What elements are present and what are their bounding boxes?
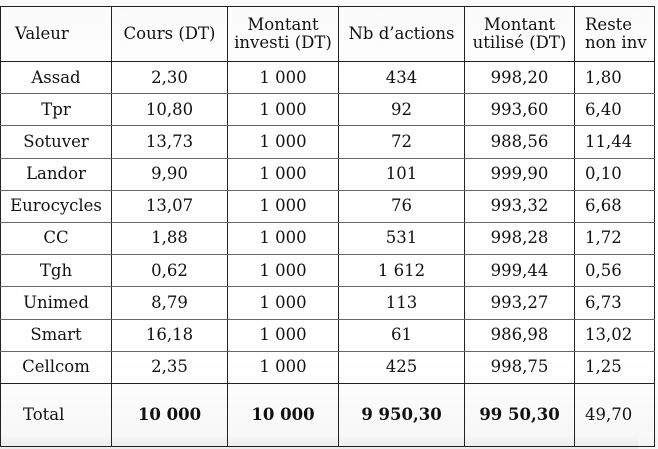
cell-montant-utilise: 998,28 bbox=[465, 222, 575, 254]
cell-montant-utilise: 993,32 bbox=[465, 190, 575, 222]
cell-nb-actions: 72 bbox=[339, 126, 465, 158]
table-row bbox=[1, 158, 655, 190]
cell-montant-utilise: 998,20 bbox=[465, 62, 575, 94]
header-montant-utilise bbox=[465, 7, 575, 62]
cell-valeur: Sotuver bbox=[1, 126, 112, 158]
header-text-line: Nb d’actions bbox=[348, 23, 455, 43]
cell-valeur: CC bbox=[1, 222, 112, 254]
total-cours: 10 000 bbox=[112, 383, 228, 446]
total-nb-actions: 9 950,30 bbox=[339, 383, 465, 446]
cell-nb-actions: 531 bbox=[339, 222, 465, 254]
cell-montant-investi: 1 000 bbox=[228, 255, 339, 287]
table-header-row bbox=[1, 7, 655, 62]
cell-montant-utilise: 999,44 bbox=[465, 255, 575, 287]
cell-nb-actions: 434 bbox=[339, 62, 465, 94]
cell-cours: 8,79 bbox=[112, 287, 228, 319]
cell-cours: 1,88 bbox=[112, 222, 228, 254]
cell-montant-investi: 1 000 bbox=[228, 351, 339, 383]
table-row bbox=[1, 351, 655, 383]
total-montant-investi: 10 000 bbox=[228, 383, 339, 446]
header-text-line: Valeur bbox=[15, 23, 69, 43]
table-row bbox=[1, 222, 655, 254]
cell-montant-investi: 1 000 bbox=[228, 158, 339, 190]
cell-montant-utilise: 988,56 bbox=[465, 126, 575, 158]
cell-montant-investi: 1 000 bbox=[228, 190, 339, 222]
table-row bbox=[1, 126, 655, 158]
cell-cours: 13,07 bbox=[112, 190, 228, 222]
header-text-line: Montant bbox=[247, 14, 319, 34]
cell-cours: 2,35 bbox=[112, 351, 228, 383]
cell-montant-investi: 1 000 bbox=[228, 126, 339, 158]
cell-cours: 2,30 bbox=[112, 62, 228, 94]
cell-cours: 10,80 bbox=[112, 94, 228, 126]
header-text-line: investi (DT) bbox=[234, 33, 332, 52]
cell-valeur: Eurocycles bbox=[1, 190, 112, 222]
total-label: Total bbox=[1, 383, 112, 446]
header-valeur bbox=[1, 7, 112, 62]
cell-cours: 13,73 bbox=[112, 126, 228, 158]
cell-montant-investi: 1 000 bbox=[228, 287, 339, 319]
cell-valeur: Unimed bbox=[1, 287, 112, 319]
cell-reste: 6,40 bbox=[575, 94, 655, 126]
header-text-line: Cours (DT) bbox=[123, 23, 216, 43]
cell-valeur: Assad bbox=[1, 62, 112, 94]
cell-montant-investi: 1 000 bbox=[228, 319, 339, 351]
cell-montant-investi: 1 000 bbox=[228, 94, 339, 126]
cell-montant-utilise: 993,60 bbox=[465, 94, 575, 126]
header-text-line: non inv bbox=[585, 33, 647, 52]
cell-reste: 6,68 bbox=[575, 190, 655, 222]
cell-montant-utilise: 998,75 bbox=[465, 351, 575, 383]
header-cours bbox=[112, 7, 228, 62]
header-montant-investi bbox=[228, 7, 339, 62]
cell-montant-utilise: 999,90 bbox=[465, 158, 575, 190]
header-nb-actions bbox=[339, 7, 465, 62]
header-text-line: utilisé (DT) bbox=[472, 33, 567, 52]
table-row bbox=[1, 94, 655, 126]
table-row bbox=[1, 287, 655, 319]
table-row bbox=[1, 255, 655, 287]
table-body bbox=[1, 62, 655, 447]
cell-valeur: Tgh bbox=[1, 255, 112, 287]
cell-valeur: Landor bbox=[1, 158, 112, 190]
cell-valeur: Tpr bbox=[1, 94, 112, 126]
total-montant-utilise: 99 50,30 bbox=[465, 383, 575, 446]
cell-cours: 9,90 bbox=[112, 158, 228, 190]
cell-valeur: Cellcom bbox=[1, 351, 112, 383]
cell-valeur: Smart bbox=[1, 319, 112, 351]
cell-reste: 1,25 bbox=[575, 351, 655, 383]
cell-reste: 0,56 bbox=[575, 255, 655, 287]
cell-montant-investi: 1 000 bbox=[228, 222, 339, 254]
table-row bbox=[1, 319, 655, 351]
cell-montant-utilise: 993,27 bbox=[465, 287, 575, 319]
cell-nb-actions: 101 bbox=[339, 158, 465, 190]
cell-montant-utilise: 986,98 bbox=[465, 319, 575, 351]
cell-reste: 11,44 bbox=[575, 126, 655, 158]
cell-nb-actions: 1 612 bbox=[339, 255, 465, 287]
cell-montant-investi: 1 000 bbox=[228, 62, 339, 94]
stock-allocation-table bbox=[0, 6, 655, 447]
table-row bbox=[1, 62, 655, 94]
total-reste: 49,70 bbox=[575, 383, 655, 446]
page-edge-shadow bbox=[0, 435, 638, 449]
cell-reste: 1,80 bbox=[575, 62, 655, 94]
cell-cours: 16,18 bbox=[112, 319, 228, 351]
cell-nb-actions: 425 bbox=[339, 351, 465, 383]
cell-nb-actions: 92 bbox=[339, 94, 465, 126]
cell-reste: 6,73 bbox=[575, 287, 655, 319]
header-text-line: Reste bbox=[585, 14, 633, 34]
cell-nb-actions: 113 bbox=[339, 287, 465, 319]
header-reste-non-investi bbox=[575, 7, 655, 62]
table-row bbox=[1, 190, 655, 222]
cell-cours: 0,62 bbox=[112, 255, 228, 287]
cell-nb-actions: 61 bbox=[339, 319, 465, 351]
cell-nb-actions: 76 bbox=[339, 190, 465, 222]
cell-reste: 1,72 bbox=[575, 222, 655, 254]
cell-reste: 0,10 bbox=[575, 158, 655, 190]
cell-reste: 13,02 bbox=[575, 319, 655, 351]
header-text-line: Montant bbox=[483, 14, 556, 34]
